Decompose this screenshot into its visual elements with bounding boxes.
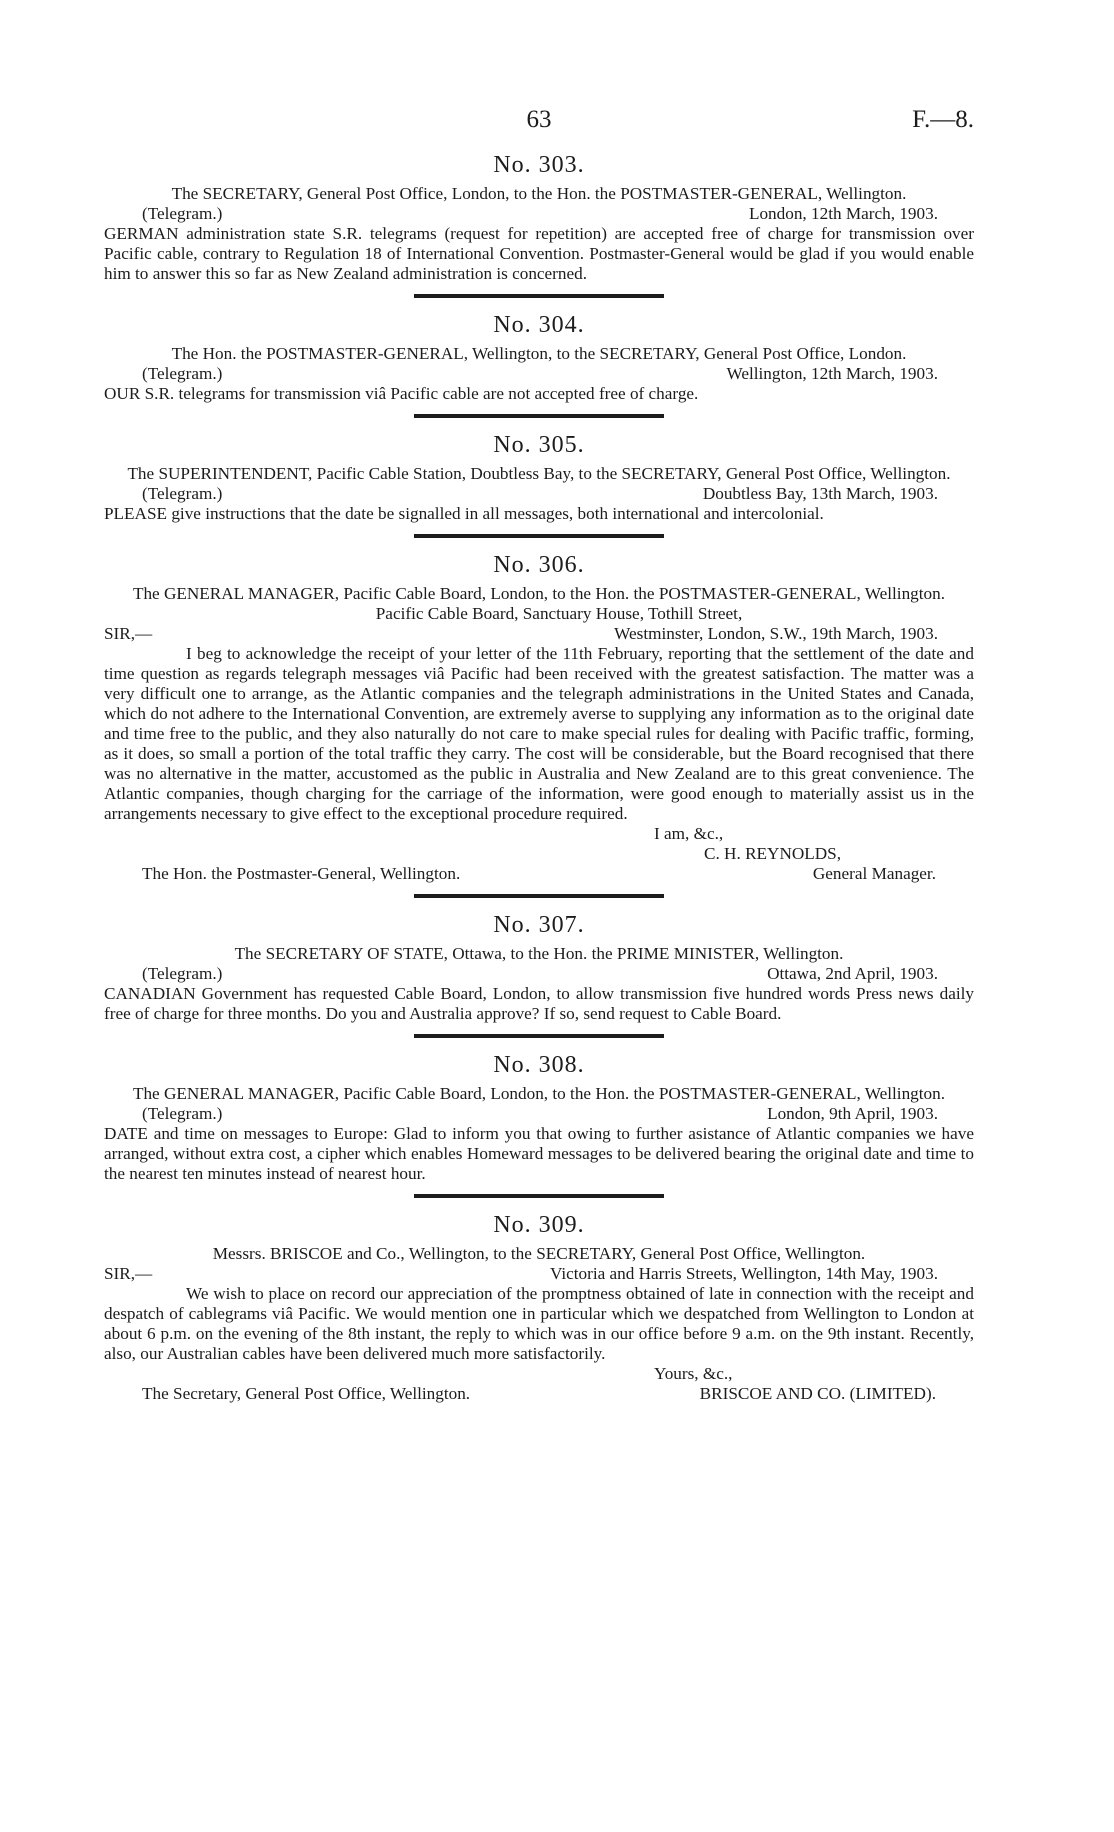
signature-block xyxy=(104,1364,974,1384)
complimentary-close: Yours, &c., xyxy=(654,1364,733,1383)
letter-heading: The GENERAL MANAGER, Pacific Cable Board, London, to the Hon. the POSTMASTER-GENERAL, Wellington. xyxy=(132,1084,946,1103)
signatory: C. H. REYNOLDS, xyxy=(704,844,842,863)
letter-body: We wish to place on record our appreciation of the promptness obtained of late in connection with the receipt and despatch of cablegrams viâ Pacific. We would mention one in particular which we despatched from Wellington to London at about 6 p.m. on the evening of the 8th instant, the reply to which was in our office before 9 a.m. on the 9th instant. Recently, also, our Australian cables have been delivered much more satisfactorily. xyxy=(104,1284,974,1363)
letter-title: No. 305. xyxy=(493,432,585,458)
letter-heading: The SUPERINTENDENT, Pacific Cable Station, Doubtless Bay, to the SECRETARY, General Post Office, Wellington. xyxy=(127,464,951,483)
letter-heading: Messrs. BRISCOE and Co., Wellington, to the SECRETARY, General Post Office, Wellington. xyxy=(212,1244,866,1263)
telegram-line xyxy=(104,964,974,984)
letter-body: I beg to acknowledge the receipt of your letter of the 11th February, reporting that the settlement of the date and time question as regards telegraph messages viâ Pacific had been received with the greatest satisfaction. The matter was a very difficult one to arrange, as the Atlantic companies and the telegraph administrations in the United States and Canada, which do not adhere to the International Convention, are extremely averse to supplying any information as to the original date and time free to the public, and they also naturally do not care to make special rules for dealing with Pacific traffic, forming, as it does, so small a portion of the total traffic they carry. The cost will be considerable, but the Board recognised that there was no alternative in the matter, accustomed as the public in Australia and New Zealand are to this great convenience. The Atlantic companies, though charging for the carriage of the information, were good enough to materially assist us in the arrangements necessary to give effect to the exceptional procedure required. xyxy=(104,644,974,823)
section-divider xyxy=(414,414,664,418)
signatory-title: General Manager. xyxy=(812,864,936,883)
letter-body: PLEASE give instructions that the date be signalled in all messages, both international and intercolonial. xyxy=(104,504,824,523)
dateline: London, 12th March, 1903. xyxy=(748,204,938,223)
letter-body: GERMAN administration state S.R. telegrams (request for repetition) are accepted free of charge for transmission over Pacific cable, contrary to Regulation 18 of International Convention. Postmaster-General would be glad if you would enable him to answer this so far as New Zealand administration is concerned. xyxy=(104,224,974,283)
salutation: SIR,— xyxy=(104,1264,153,1283)
telegram-line xyxy=(104,484,974,504)
complimentary-close: I am, &c., xyxy=(654,824,724,843)
dateline: Ottawa, 2nd April, 1903. xyxy=(767,964,938,983)
letter-305 xyxy=(104,432,974,524)
telegram-label: (Telegram.) xyxy=(142,484,223,503)
closing-line xyxy=(104,864,974,884)
sender-address: Pacific Cable Board, Sanctuary House, Tothill Street, xyxy=(375,604,743,623)
letter-title: No. 306. xyxy=(493,552,585,578)
telegram-label: (Telegram.) xyxy=(142,1104,223,1123)
letter-body: CANADIAN Government has requested Cable Board, London, to allow transmission five hundred words Press news daily free of charge for three months. Do you and Australia approve? If so, send request to Cable Board. xyxy=(104,984,974,1023)
letter-308 xyxy=(104,1052,974,1184)
salutation-line xyxy=(104,1264,974,1284)
salutation-line xyxy=(104,624,974,644)
signatory: BRISCOE AND CO. (LIMITED). xyxy=(699,1384,936,1403)
document-page xyxy=(104,106,974,1404)
closing-line xyxy=(104,1384,974,1404)
section-divider xyxy=(414,534,664,538)
telegram-label: (Telegram.) xyxy=(142,964,223,983)
dateline: Doubtless Bay, 13th March, 1903. xyxy=(702,484,938,503)
salutation: SIR,— xyxy=(104,624,153,643)
section-divider xyxy=(414,1034,664,1038)
addressee: The Secretary, General Post Office, Wellington. xyxy=(142,1384,471,1403)
letter-body: DATE and time on messages to Europe: Glad to inform you that owing to further asistance of Atlantic companies we have arranged, without extra cost, a cipher which enables Homeward messages to be delivered bearing the original date and time to the nearest ten minutes instead of nearest hour. xyxy=(104,1124,974,1183)
letter-body: OUR S.R. telegrams for transmission viâ Pacific cable are not accepted free of charge. xyxy=(104,384,699,403)
telegram-line xyxy=(104,1104,974,1124)
letter-title: No. 307. xyxy=(493,912,585,938)
dateline: London, 9th April, 1903. xyxy=(767,1104,938,1123)
page-header xyxy=(104,106,974,146)
letter-307 xyxy=(104,912,974,1024)
telegram-line xyxy=(104,364,974,384)
letter-304 xyxy=(104,312,974,404)
telegram-line xyxy=(104,204,974,224)
letter-303 xyxy=(104,152,974,284)
document-reference: F.—8. xyxy=(912,106,974,133)
section-divider xyxy=(414,894,664,898)
letter-309 xyxy=(104,1212,974,1404)
letter-title: No. 309. xyxy=(493,1212,585,1238)
section-divider xyxy=(414,1194,664,1198)
letter-title: No. 304. xyxy=(493,312,585,338)
dateline: Victoria and Harris Streets, Wellington, 14th May, 1903. xyxy=(549,1264,938,1283)
letter-heading: The SECRETARY OF STATE, Ottawa, to the Hon. the PRIME MINISTER, Wellington. xyxy=(234,944,844,963)
letter-title: No. 308. xyxy=(493,1052,585,1078)
page-number: 63 xyxy=(526,106,552,133)
letter-heading: The Hon. the POSTMASTER-GENERAL, Wellington, to the SECRETARY, General Post Office, London. xyxy=(171,344,907,363)
letter-title: No. 303. xyxy=(493,152,585,178)
telegram-label: (Telegram.) xyxy=(142,364,223,383)
dateline: Wellington, 12th March, 1903. xyxy=(726,364,938,383)
letter-306 xyxy=(104,552,974,884)
signature-block xyxy=(104,824,974,864)
telegram-label: (Telegram.) xyxy=(142,204,223,223)
letter-heading: The SECRETARY, General Post Office, London, to the Hon. the POSTMASTER-GENERAL, Wellington. xyxy=(171,184,907,203)
section-divider xyxy=(414,294,664,298)
letter-heading: The GENERAL MANAGER, Pacific Cable Board, London, to the Hon. the POSTMASTER-GENERAL, Wellington. xyxy=(132,584,946,603)
addressee: The Hon. the Postmaster-General, Wellington. xyxy=(142,864,461,883)
dateline: Westminster, London, S.W., 19th March, 1903. xyxy=(614,624,938,643)
